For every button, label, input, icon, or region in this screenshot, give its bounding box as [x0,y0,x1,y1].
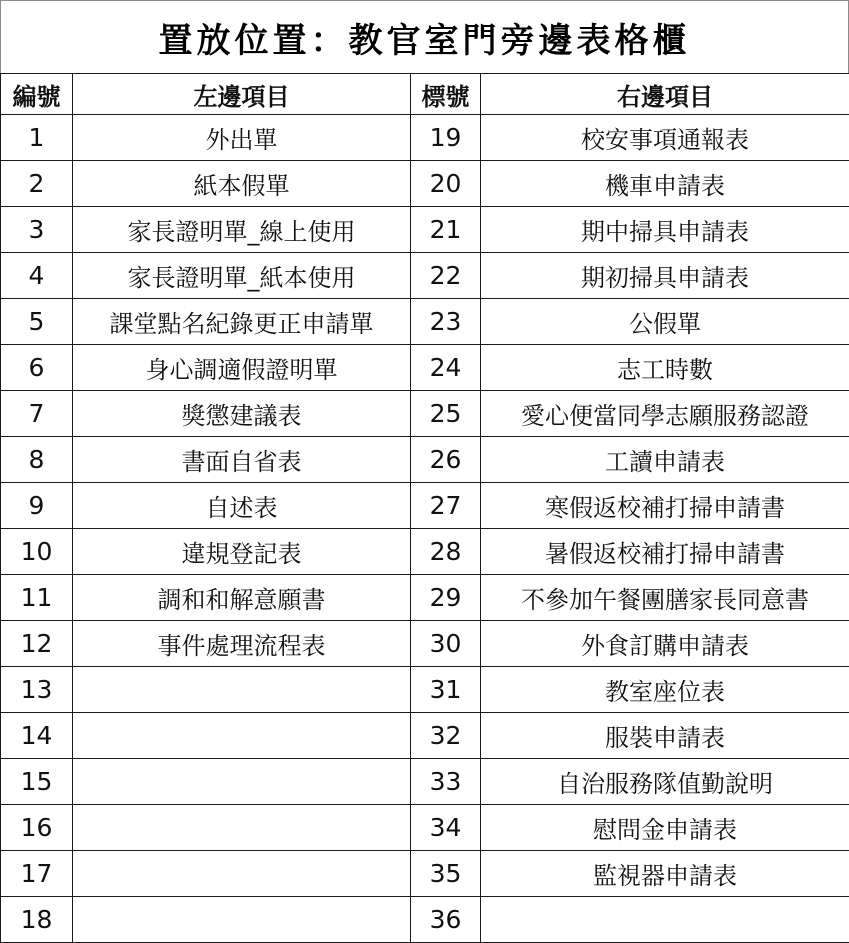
table-row [1,345,849,391]
left-item-cell: 課堂點名紀錄更正申請單 [73,299,411,345]
left-item-cell: 書面自省表 [73,437,411,483]
left-item-cell [73,897,411,943]
table-row [1,437,849,483]
left-item-cell: 自述表 [73,483,411,529]
left-number-cell: 8 [1,437,73,483]
left-number-cell: 13 [1,667,73,713]
header-right-no: 標號 [411,74,481,115]
right-number-cell: 23 [411,299,481,345]
table-body [1,115,849,943]
left-number-cell: 14 [1,713,73,759]
right-number-cell: 35 [411,851,481,897]
right-number-cell: 25 [411,391,481,437]
right-number-cell: 29 [411,575,481,621]
cabinet-table [0,73,849,943]
left-number-cell: 17 [1,851,73,897]
table-row [1,483,849,529]
right-number-cell: 28 [411,529,481,575]
left-number-cell: 6 [1,345,73,391]
left-item-cell: 外出單 [73,115,411,161]
left-item-cell [73,759,411,805]
header-right-item: 右邊項目 [481,74,849,115]
left-number-cell: 2 [1,161,73,207]
right-number-cell: 20 [411,161,481,207]
right-item-cell: 自治服務隊值勤說明 [481,759,849,805]
left-item-cell: 事件處理流程表 [73,621,411,667]
right-number-cell: 26 [411,437,481,483]
left-number-cell: 18 [1,897,73,943]
right-number-cell: 30 [411,621,481,667]
left-item-cell: 違規登記表 [73,529,411,575]
left-number-cell: 7 [1,391,73,437]
right-number-cell: 31 [411,667,481,713]
left-item-cell: 家長證明單_紙本使用 [73,253,411,299]
table-row [1,713,849,759]
table-row [1,115,849,161]
right-item-cell: 機車申請表 [481,161,849,207]
right-item-cell: 暑假返校補打掃申請書 [481,529,849,575]
right-item-cell: 外食訂購申請表 [481,621,849,667]
left-number-cell: 15 [1,759,73,805]
table-row [1,253,849,299]
table-row [1,805,849,851]
left-number-cell: 12 [1,621,73,667]
left-number-cell: 9 [1,483,73,529]
page-title: 置放位置：教官室門旁邊表格櫃 [158,21,691,61]
left-item-cell [73,805,411,851]
right-item-cell: 期中掃具申請表 [481,207,849,253]
left-number-cell: 1 [1,115,73,161]
right-number-cell: 22 [411,253,481,299]
left-number-cell: 10 [1,529,73,575]
left-item-cell [73,667,411,713]
right-item-cell: 公假單 [481,299,849,345]
right-item-cell: 校安事項通報表 [481,115,849,161]
left-number-cell: 5 [1,299,73,345]
table-row [1,759,849,805]
right-number-cell: 34 [411,805,481,851]
right-number-cell: 36 [411,897,481,943]
header-row [1,74,849,115]
right-number-cell: 32 [411,713,481,759]
left-item-cell: 獎懲建議表 [73,391,411,437]
right-item-cell: 志工時數 [481,345,849,391]
right-number-cell: 24 [411,345,481,391]
right-item-cell: 慰問金申請表 [481,805,849,851]
header-left-item: 左邊項目 [73,74,411,115]
table-row [1,207,849,253]
table-row [1,391,849,437]
left-item-cell: 紙本假單 [73,161,411,207]
right-item-cell: 工讀申請表 [481,437,849,483]
left-number-cell: 4 [1,253,73,299]
left-number-cell: 3 [1,207,73,253]
right-number-cell: 33 [411,759,481,805]
table-row [1,851,849,897]
right-item-cell: 不參加午餐團膳家長同意書 [481,575,849,621]
table-row [1,667,849,713]
title-row [0,0,849,74]
table-row [1,621,849,667]
right-number-cell: 21 [411,207,481,253]
right-item-cell: 監視器申請表 [481,851,849,897]
left-item-cell: 家長證明單_線上使用 [73,207,411,253]
table-row [1,897,849,943]
table-row [1,529,849,575]
left-item-cell [73,713,411,759]
right-item-cell [481,897,849,943]
right-item-cell: 寒假返校補打掃申請書 [481,483,849,529]
table-row [1,299,849,345]
right-number-cell: 19 [411,115,481,161]
right-item-cell: 愛心便當同學志願服務認證 [481,391,849,437]
left-number-cell: 16 [1,805,73,851]
right-item-cell: 教室座位表 [481,667,849,713]
right-number-cell: 27 [411,483,481,529]
left-item-cell: 調和和解意願書 [73,575,411,621]
left-item-cell [73,851,411,897]
right-item-cell: 服裝申請表 [481,713,849,759]
table-row [1,575,849,621]
right-item-cell: 期初掃具申請表 [481,253,849,299]
table-row [1,161,849,207]
left-item-cell: 身心調適假證明單 [73,345,411,391]
left-number-cell: 11 [1,575,73,621]
header-left-no: 編號 [1,74,73,115]
